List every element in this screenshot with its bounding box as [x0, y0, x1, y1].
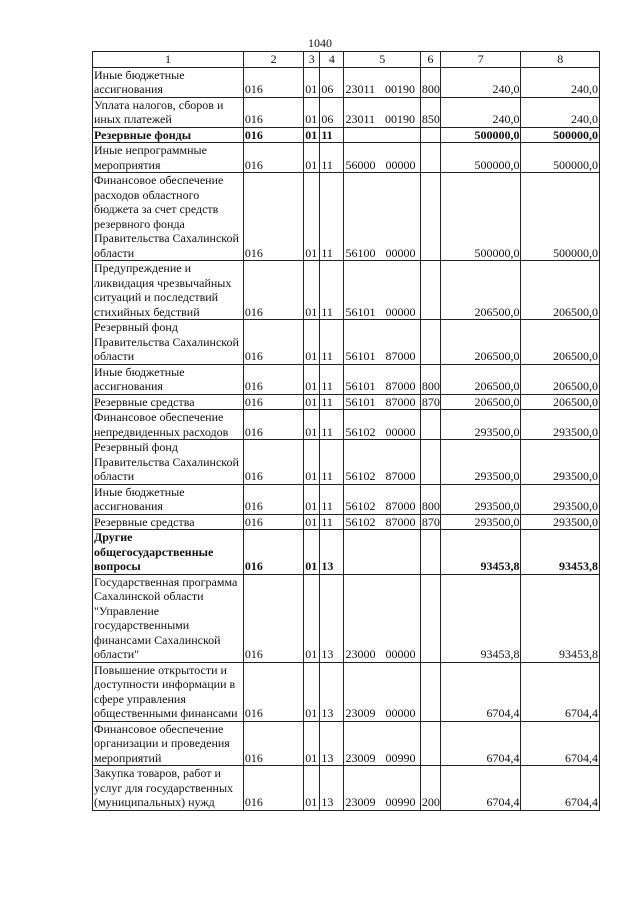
section-code: 01: [304, 97, 320, 127]
ministry-code: 016: [243, 127, 303, 143]
ministry-code: 016: [243, 261, 303, 320]
expense-type-code: [420, 143, 440, 173]
target-article-code: 56102 87000: [344, 514, 420, 530]
table-row: [93, 320, 600, 365]
expense-type-code: [420, 662, 440, 721]
amount-year-1: 293500,0: [441, 514, 521, 530]
item-name: Иные бюджетные ассигнования: [93, 484, 244, 514]
section-code: 01: [304, 662, 320, 721]
target-article-code: 56101 00000: [344, 261, 420, 320]
amount-year-2: 293500,0: [521, 514, 600, 530]
amount-year-1: 500000,0: [441, 127, 521, 143]
item-name: Предупреждение и ликвидация чрезвычайных ситуаций и последствий стихийных бедствий: [93, 261, 244, 320]
table-row: [93, 530, 600, 575]
table-row: [93, 364, 600, 394]
ministry-code: 016: [243, 364, 303, 394]
table-row: [93, 173, 600, 261]
amount-year-2: 206500,0: [521, 364, 600, 394]
ministry-code: 016: [243, 440, 303, 485]
amount-year-1: 6704,4: [441, 766, 521, 811]
subsection-code: 11: [320, 394, 344, 410]
ministry-code: 016: [243, 173, 303, 261]
table-row: [93, 410, 600, 440]
amount-year-1: 206500,0: [441, 261, 521, 320]
amount-year-1: 206500,0: [441, 364, 521, 394]
amount-year-2: 240,0: [521, 97, 600, 127]
amount-year-2: 206500,0: [521, 261, 600, 320]
section-code: 01: [304, 574, 320, 662]
subsection-code: 13: [320, 530, 344, 575]
section-code: 01: [304, 173, 320, 261]
expense-type-code: [420, 574, 440, 662]
expense-type-code: 800: [420, 67, 440, 97]
subsection-code: 06: [320, 97, 344, 127]
table-row: [93, 484, 600, 514]
subsection-code: 13: [320, 766, 344, 811]
subsection-code: 11: [320, 320, 344, 365]
target-article-code: 23009 00000: [344, 662, 420, 721]
amount-year-2: 93453,8: [521, 574, 600, 662]
expense-type-code: [420, 721, 440, 766]
amount-year-2: 6704,4: [521, 721, 600, 766]
amount-year-1: 500000,0: [441, 143, 521, 173]
target-article-code: 56100 00000: [344, 173, 420, 261]
subsection-code: 11: [320, 440, 344, 485]
table-row: [93, 127, 600, 143]
subsection-code: 11: [320, 143, 344, 173]
ministry-code: 016: [243, 410, 303, 440]
section-code: 01: [304, 320, 320, 365]
column-number-8: 8: [521, 52, 600, 68]
amount-year-2: 500000,0: [521, 143, 600, 173]
table-row: [93, 574, 600, 662]
table-row: [93, 143, 600, 173]
table-row: [93, 394, 600, 410]
expense-type-code: [420, 440, 440, 485]
item-name: Финансовое обеспечение организации и проведения мероприятий: [93, 721, 244, 766]
table-row: [93, 261, 600, 320]
amount-year-2: 500000,0: [521, 173, 600, 261]
target-article-code: 56101 87000: [344, 320, 420, 365]
section-code: 01: [304, 721, 320, 766]
expense-type-code: 200: [420, 766, 440, 811]
target-article-code: 56101 87000: [344, 394, 420, 410]
item-name: Иные бюджетные ассигнования: [93, 67, 244, 97]
section-code: 01: [304, 143, 320, 173]
section-code: 01: [304, 484, 320, 514]
amount-year-1: 293500,0: [441, 484, 521, 514]
column-number-row: [93, 52, 600, 68]
amount-year-2: 6704,4: [521, 662, 600, 721]
amount-year-1: 206500,0: [441, 394, 521, 410]
column-number-1: 1: [93, 52, 244, 68]
section-code: 01: [304, 261, 320, 320]
subsection-code: 13: [320, 721, 344, 766]
target-article-code: 56101 87000: [344, 364, 420, 394]
item-name: Повышение открытости и доступности информации в сфере управления общественными финансами: [93, 662, 244, 721]
amount-year-1: 293500,0: [441, 440, 521, 485]
section-code: 01: [304, 530, 320, 575]
amount-year-1: 240,0: [441, 97, 521, 127]
amount-year-2: 293500,0: [521, 484, 600, 514]
ministry-code: 016: [243, 766, 303, 811]
item-name: Уплата налогов, сборов и иных платежей: [93, 97, 244, 127]
ministry-code: 016: [243, 320, 303, 365]
section-code: 01: [304, 394, 320, 410]
amount-year-2: 500000,0: [521, 127, 600, 143]
ministry-code: 016: [243, 662, 303, 721]
section-code: 01: [304, 410, 320, 440]
table-row: [93, 721, 600, 766]
ministry-code: 016: [243, 97, 303, 127]
amount-year-1: 500000,0: [441, 173, 521, 261]
ministry-code: 016: [243, 530, 303, 575]
expense-type-code: 800: [420, 484, 440, 514]
table-row: [93, 766, 600, 811]
column-number-7: 7: [441, 52, 521, 68]
page-number: 1040: [308, 36, 332, 50]
table-row: [93, 440, 600, 485]
amount-year-2: 206500,0: [521, 394, 600, 410]
amount-year-1: 93453,8: [441, 530, 521, 575]
column-number-2: 2: [243, 52, 303, 68]
budget-table-body: [93, 67, 600, 810]
ministry-code: 016: [243, 721, 303, 766]
subsection-code: 06: [320, 67, 344, 97]
subsection-code: 11: [320, 261, 344, 320]
subsection-code: 13: [320, 574, 344, 662]
ministry-code: 016: [243, 394, 303, 410]
expense-type-code: [420, 261, 440, 320]
section-code: 01: [304, 127, 320, 143]
expense-type-code: [420, 173, 440, 261]
section-code: 01: [304, 766, 320, 811]
section-code: 01: [304, 67, 320, 97]
expense-type-code: 870: [421, 514, 440, 529]
ministry-code: 016: [243, 574, 303, 662]
target-article-code: 23011 00190: [344, 97, 420, 127]
item-name: Резервный фонд Правительства Сахалинской области: [93, 440, 244, 485]
item-name: Иные бюджетные ассигнования: [93, 364, 244, 394]
item-name: Резервные фонды: [93, 127, 244, 143]
amount-year-1: 206500,0: [441, 320, 521, 365]
subsection-code: 11: [320, 514, 344, 530]
item-name: Финансовое обеспечение расходов областного бюджета за счет средств резервного фонда Правительства Сахалинской области: [93, 173, 244, 261]
expense-type-code: [420, 530, 440, 575]
table-row: [93, 67, 600, 97]
ministry-code: 016: [243, 484, 303, 514]
amount-year-1: 6704,4: [441, 721, 521, 766]
target-article-code: 56102 87000: [344, 484, 420, 514]
ministry-code: 016: [243, 67, 303, 97]
section-code: 01: [304, 364, 320, 394]
expense-type-code: 800: [420, 364, 440, 394]
target-article-code: 23011 00190: [344, 67, 420, 97]
target-article-code: 23009 00990: [344, 766, 420, 811]
table-row: [93, 514, 600, 530]
item-name: Иные непрограммные мероприятия: [93, 143, 244, 173]
amount-year-1: 240,0: [441, 67, 521, 97]
table-row: [93, 97, 600, 127]
subsection-code: 11: [320, 127, 344, 143]
column-number-3: 3: [304, 52, 320, 68]
expense-type-code: [420, 127, 440, 143]
section-code: 01: [304, 514, 320, 530]
amount-year-2: 6704,4: [521, 766, 600, 811]
subsection-code: 11: [320, 364, 344, 394]
expense-type-code: [420, 320, 440, 365]
target-article-code: 56000 00000: [344, 143, 420, 173]
column-number-4: 4: [320, 52, 344, 68]
ministry-code: 016: [243, 514, 303, 530]
subsection-code: 11: [320, 484, 344, 514]
amount-year-2: 206500,0: [521, 320, 600, 365]
subsection-code: 13: [320, 662, 344, 721]
table-row: [93, 662, 600, 721]
amount-year-1: 293500,0: [441, 410, 521, 440]
item-name: Резервный фонд Правительства Сахалинской области: [93, 320, 244, 365]
subsection-code: 11: [320, 410, 344, 440]
item-name: Государственная программа Сахалинской области "Управление государственными финансами Сахалинской области": [93, 574, 244, 662]
column-number-5: 5: [344, 52, 420, 68]
item-name: Финансовое обеспечение непредвиденных расходов: [93, 410, 244, 440]
item-name: Другие общегосударственные вопросы: [93, 530, 244, 575]
expense-type-code: 870: [421, 394, 440, 409]
section-code: 01: [304, 440, 320, 485]
item-name: Закупка товаров, работ и услуг для государственных (муниципальных) нужд: [93, 766, 244, 811]
amount-year-2: 93453,8: [521, 530, 600, 575]
budget-table: [92, 51, 600, 811]
target-article-code: 23009 00990: [344, 721, 420, 766]
subsection-code: 11: [320, 173, 344, 261]
amount-year-2: 293500,0: [521, 440, 600, 485]
column-number-6: 6: [420, 52, 440, 68]
expense-type-code: 850: [420, 97, 440, 127]
amount-year-2: 240,0: [521, 67, 600, 97]
target-article-code: 56102 87000: [344, 440, 420, 485]
ministry-code: 016: [243, 143, 303, 173]
amount-year-1: 93453,8: [441, 574, 521, 662]
amount-year-2: 293500,0: [521, 410, 600, 440]
item-name: Резервные средства: [93, 394, 244, 410]
target-article-code: [344, 127, 420, 143]
amount-year-1: 6704,4: [441, 662, 521, 721]
target-article-code: [344, 530, 420, 575]
target-article-code: 56102 00000: [344, 410, 420, 440]
target-article-code: 23000 00000: [344, 574, 420, 662]
expense-type-code: [420, 410, 440, 440]
item-name: Резервные средства: [93, 514, 244, 530]
